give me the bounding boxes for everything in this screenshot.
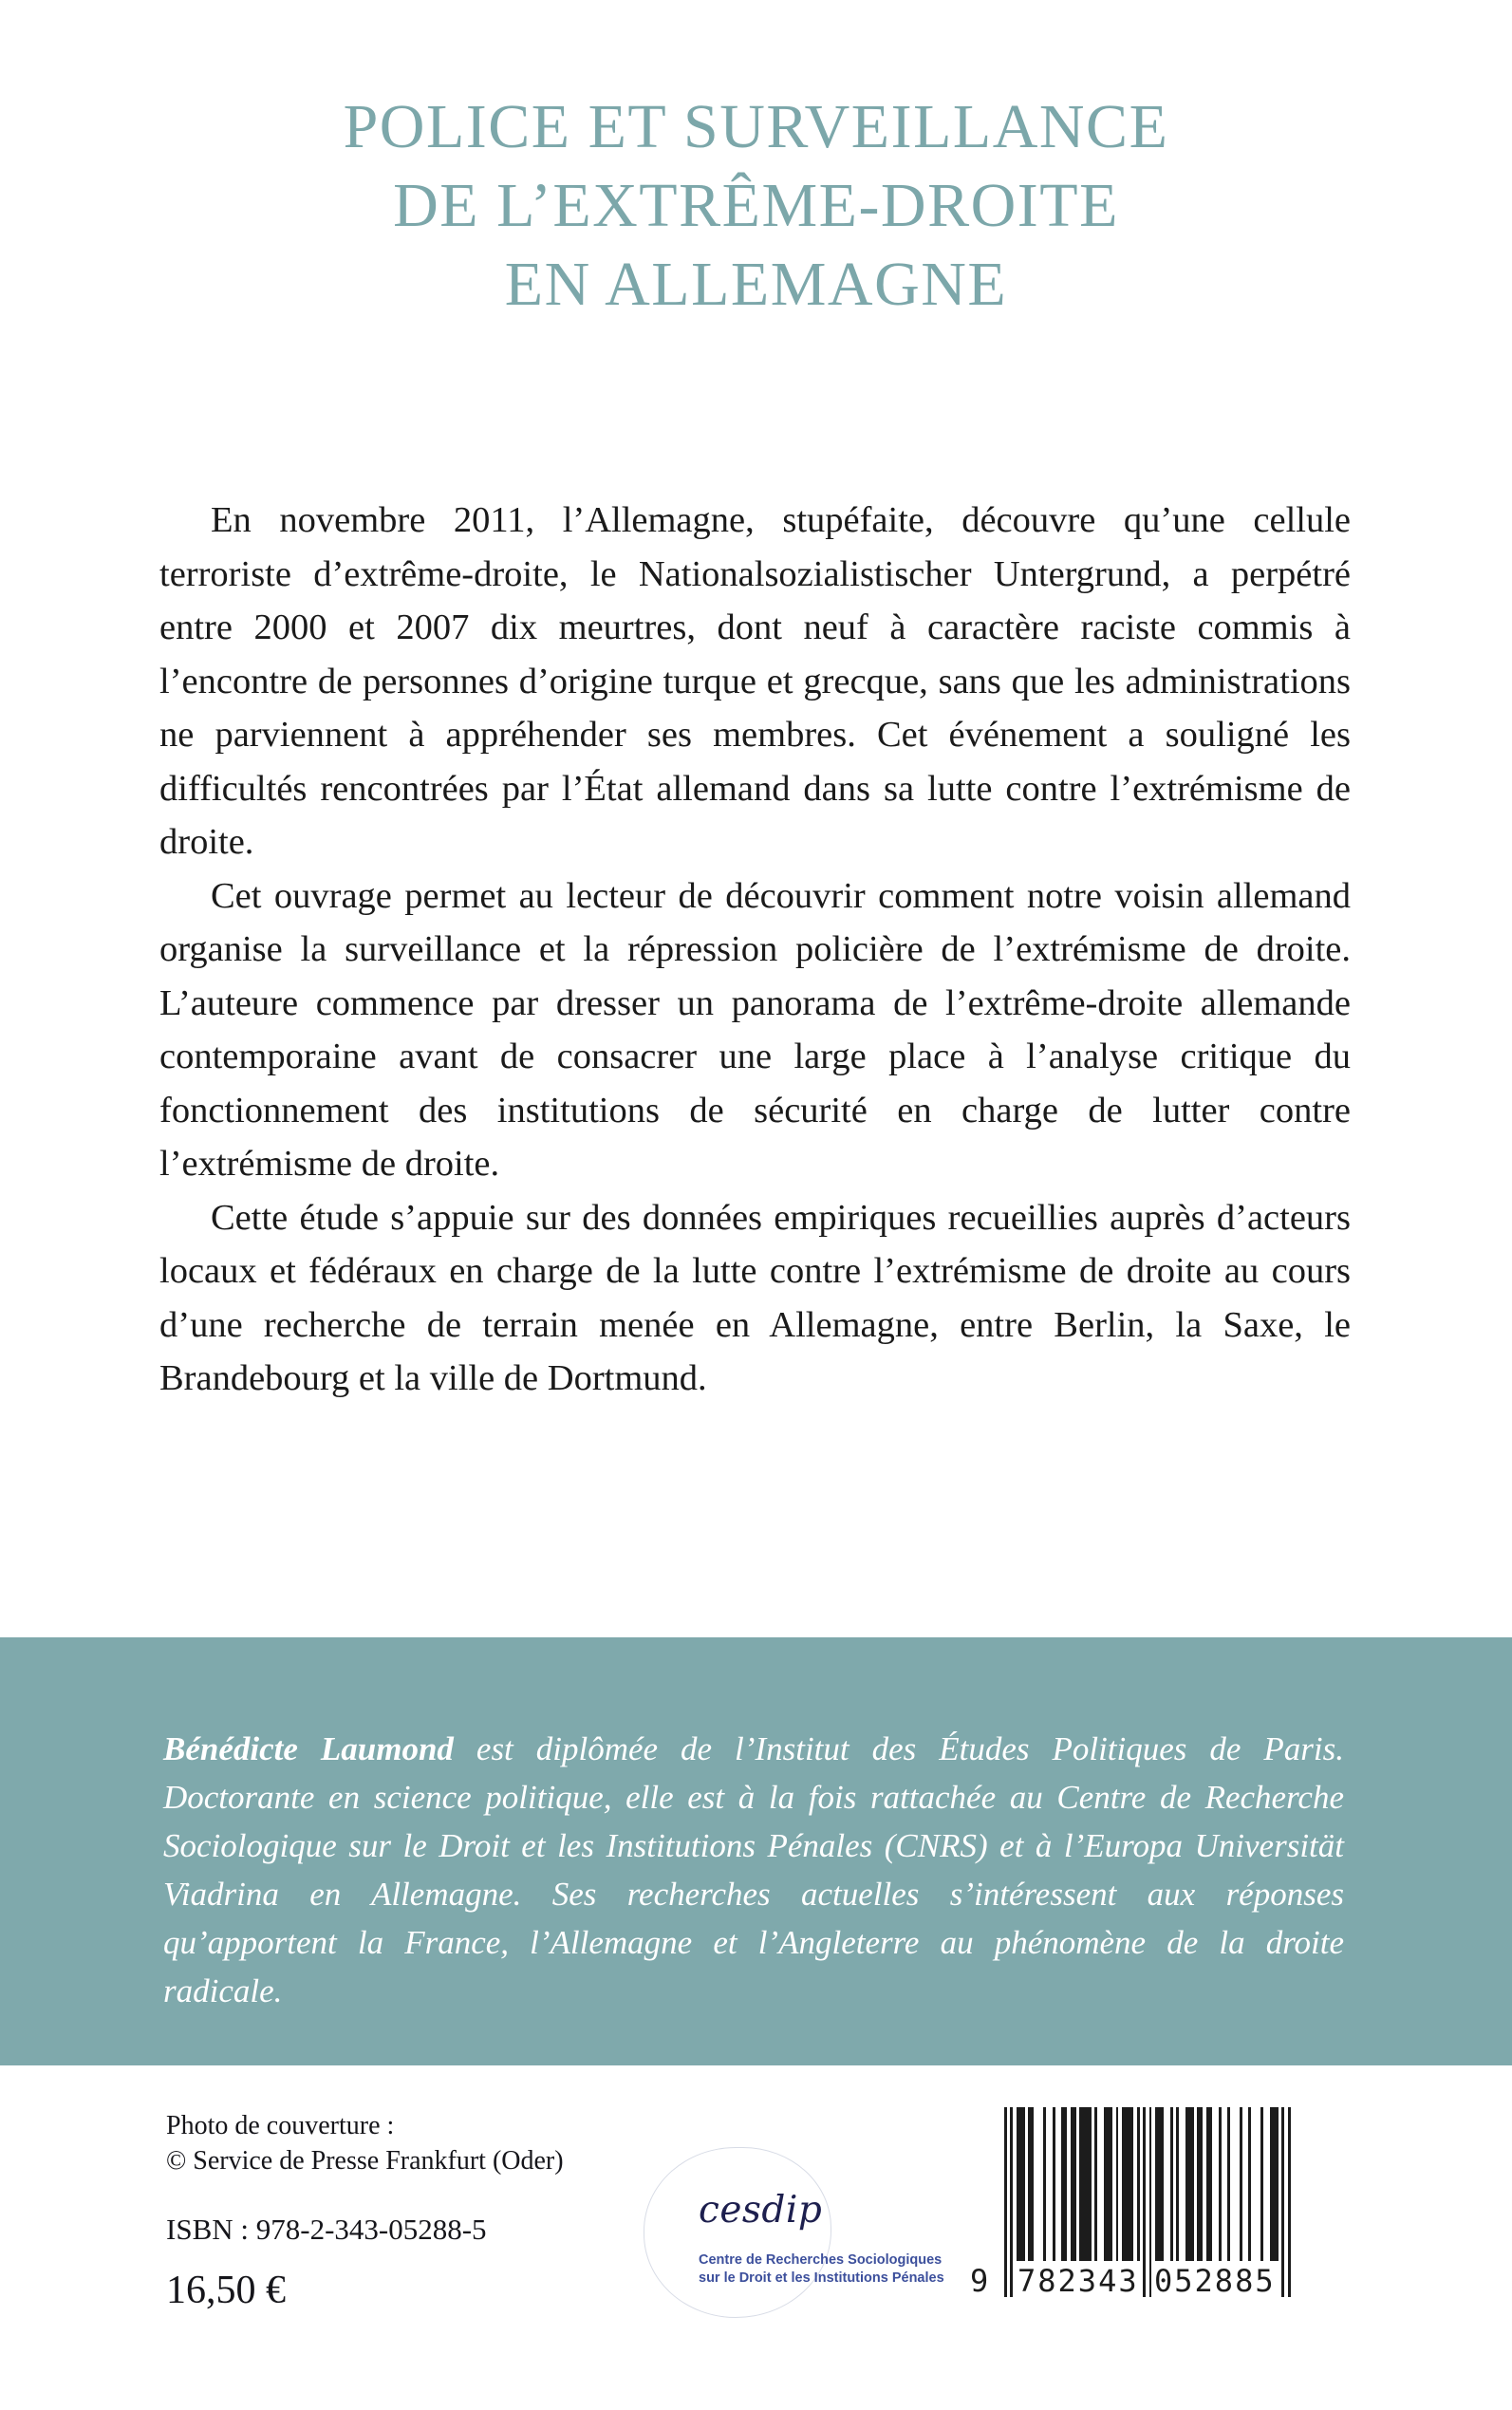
barcode-bar	[1248, 2107, 1251, 2261]
photo-credit-line-2: © Service de Presse Frankfurt (Oder)	[166, 2146, 564, 2176]
cesdip-tagline-line-2: sur le Droit et les Institutions Pénales	[699, 2270, 944, 2286]
back-cover-blurb	[159, 494, 1351, 1406]
cesdip-logo	[638, 2134, 944, 2324]
blurb-paragraph-3: Cette étude s’appuie sur des données empiriques recueillies auprès d’acteurs locaux et fédéraux en charge de la lutte contre l’extrémisme de droite au cours d’une recherche de terrain menée en Allemagne, entre Berlin, la Saxe, le Brandebourg et la ville de Dortmund.	[159, 1197, 1351, 1398]
photo-credit	[166, 2108, 564, 2178]
barcode-bar	[1206, 2107, 1212, 2261]
barcode-bar	[1176, 2107, 1179, 2261]
barcode-bar	[1028, 2107, 1034, 2261]
cesdip-tagline	[699, 2251, 944, 2288]
barcode-bar	[1270, 2107, 1279, 2261]
barcode-bar	[1071, 2107, 1076, 2261]
barcode-bar	[1240, 2107, 1242, 2261]
photo-credit-line-1: Photo de couverture :	[166, 2111, 395, 2140]
title-line-3: EN ALLEMAGNE	[504, 250, 1008, 319]
barcode-bar	[1043, 2107, 1046, 2261]
price-text: 16,50 €	[166, 2269, 286, 2312]
barcode-right-group: 052885	[1154, 2263, 1276, 2299]
barcode-lead-digit: 9	[970, 2263, 991, 2299]
barcode-bar	[1155, 2107, 1164, 2261]
barcode-bar	[1104, 2107, 1112, 2261]
barcode-bar	[1094, 2107, 1097, 2261]
barcode-bar	[1116, 2107, 1119, 2261]
title-line-1: POLICE ET SURVEILLANCE	[343, 92, 1169, 161]
barcode-digits	[968, 2257, 1296, 2303]
barcode-left-group: 782343	[1017, 2263, 1139, 2299]
barcode-bar	[1061, 2107, 1067, 2261]
cesdip-wordmark: cesdip	[699, 2189, 823, 2232]
barcode-bar	[1053, 2107, 1055, 2261]
author-bio-text	[163, 1725, 1344, 2015]
book-title	[0, 87, 1512, 324]
barcode-bar	[1219, 2107, 1222, 2261]
barcode-bar	[1227, 2107, 1230, 2261]
barcode-bar	[1137, 2107, 1140, 2261]
barcode-bar	[1260, 2107, 1263, 2261]
author-name: Bénédicte Laumond	[163, 1730, 454, 1767]
ean13-barcode	[968, 2107, 1296, 2382]
barcode-bar	[1185, 2107, 1194, 2261]
barcode-bar	[1197, 2107, 1203, 2261]
barcode-bar	[1017, 2107, 1025, 2261]
cesdip-tagline-line-1: Centre de Recherches Sociologiques	[699, 2252, 943, 2268]
barcode-bar	[1170, 2107, 1173, 2261]
author-bio-band	[0, 1637, 1512, 2065]
blurb-paragraph-2: Cet ouvrage permet au lecteur de découvrir comment notre voisin allemand organise la surveillance et la répression policière de l’extrémisme de droite. L’auteure commence par dresser un panorama de l’extrême-droite allemande contemporaine avant de consacrer une large place à l’analyse critique du fonctionnement des institutions de sécurité en charge de lutter contre l’extrémisme de droite.	[159, 875, 1351, 1184]
cesdip-swirl-icon	[644, 2147, 831, 2318]
title-line-2: DE L’EXTRÊME-DROITE	[393, 171, 1119, 240]
blurb-paragraph-1: En novembre 2011, l’Allemagne, stupéfaite, découvre qu’une cellule terroriste d’extrême-droite, le Nationalsozialistischer Untergrund, a perpétré entre 2000 et 2007 dix meurtres, dont neuf à caractère raciste commis à l’encontre de personnes d’origine turque et grecque, sans que les administrations ne parviennent à appréhender ses membres. Cet événement a souligné les difficultés rencontrées par l’État allemand dans sa lutte contre l’extrémisme de droite.	[159, 500, 1351, 862]
author-bio-body: est diplômée de l’Institut des Études Politiques de Paris. Doctorante en science politique, elle est à la fois rattachée au Centre de Recherche Sociologique sur le Droit et les Institutions Pénales (CNRS) et à l’Europa Universität Viadrina en Allemagne. Ses recherches actuelles s’intéressent aux réponses qu’apportent la France, l’Allemagne et l’Angleterre au phénomène de la droite radicale.	[163, 1730, 1345, 2009]
isbn-text: ISBN : 978-2-343-05288-5	[166, 2213, 487, 2246]
barcode-bar	[1122, 2107, 1133, 2261]
barcode-bar	[1079, 2107, 1091, 2261]
